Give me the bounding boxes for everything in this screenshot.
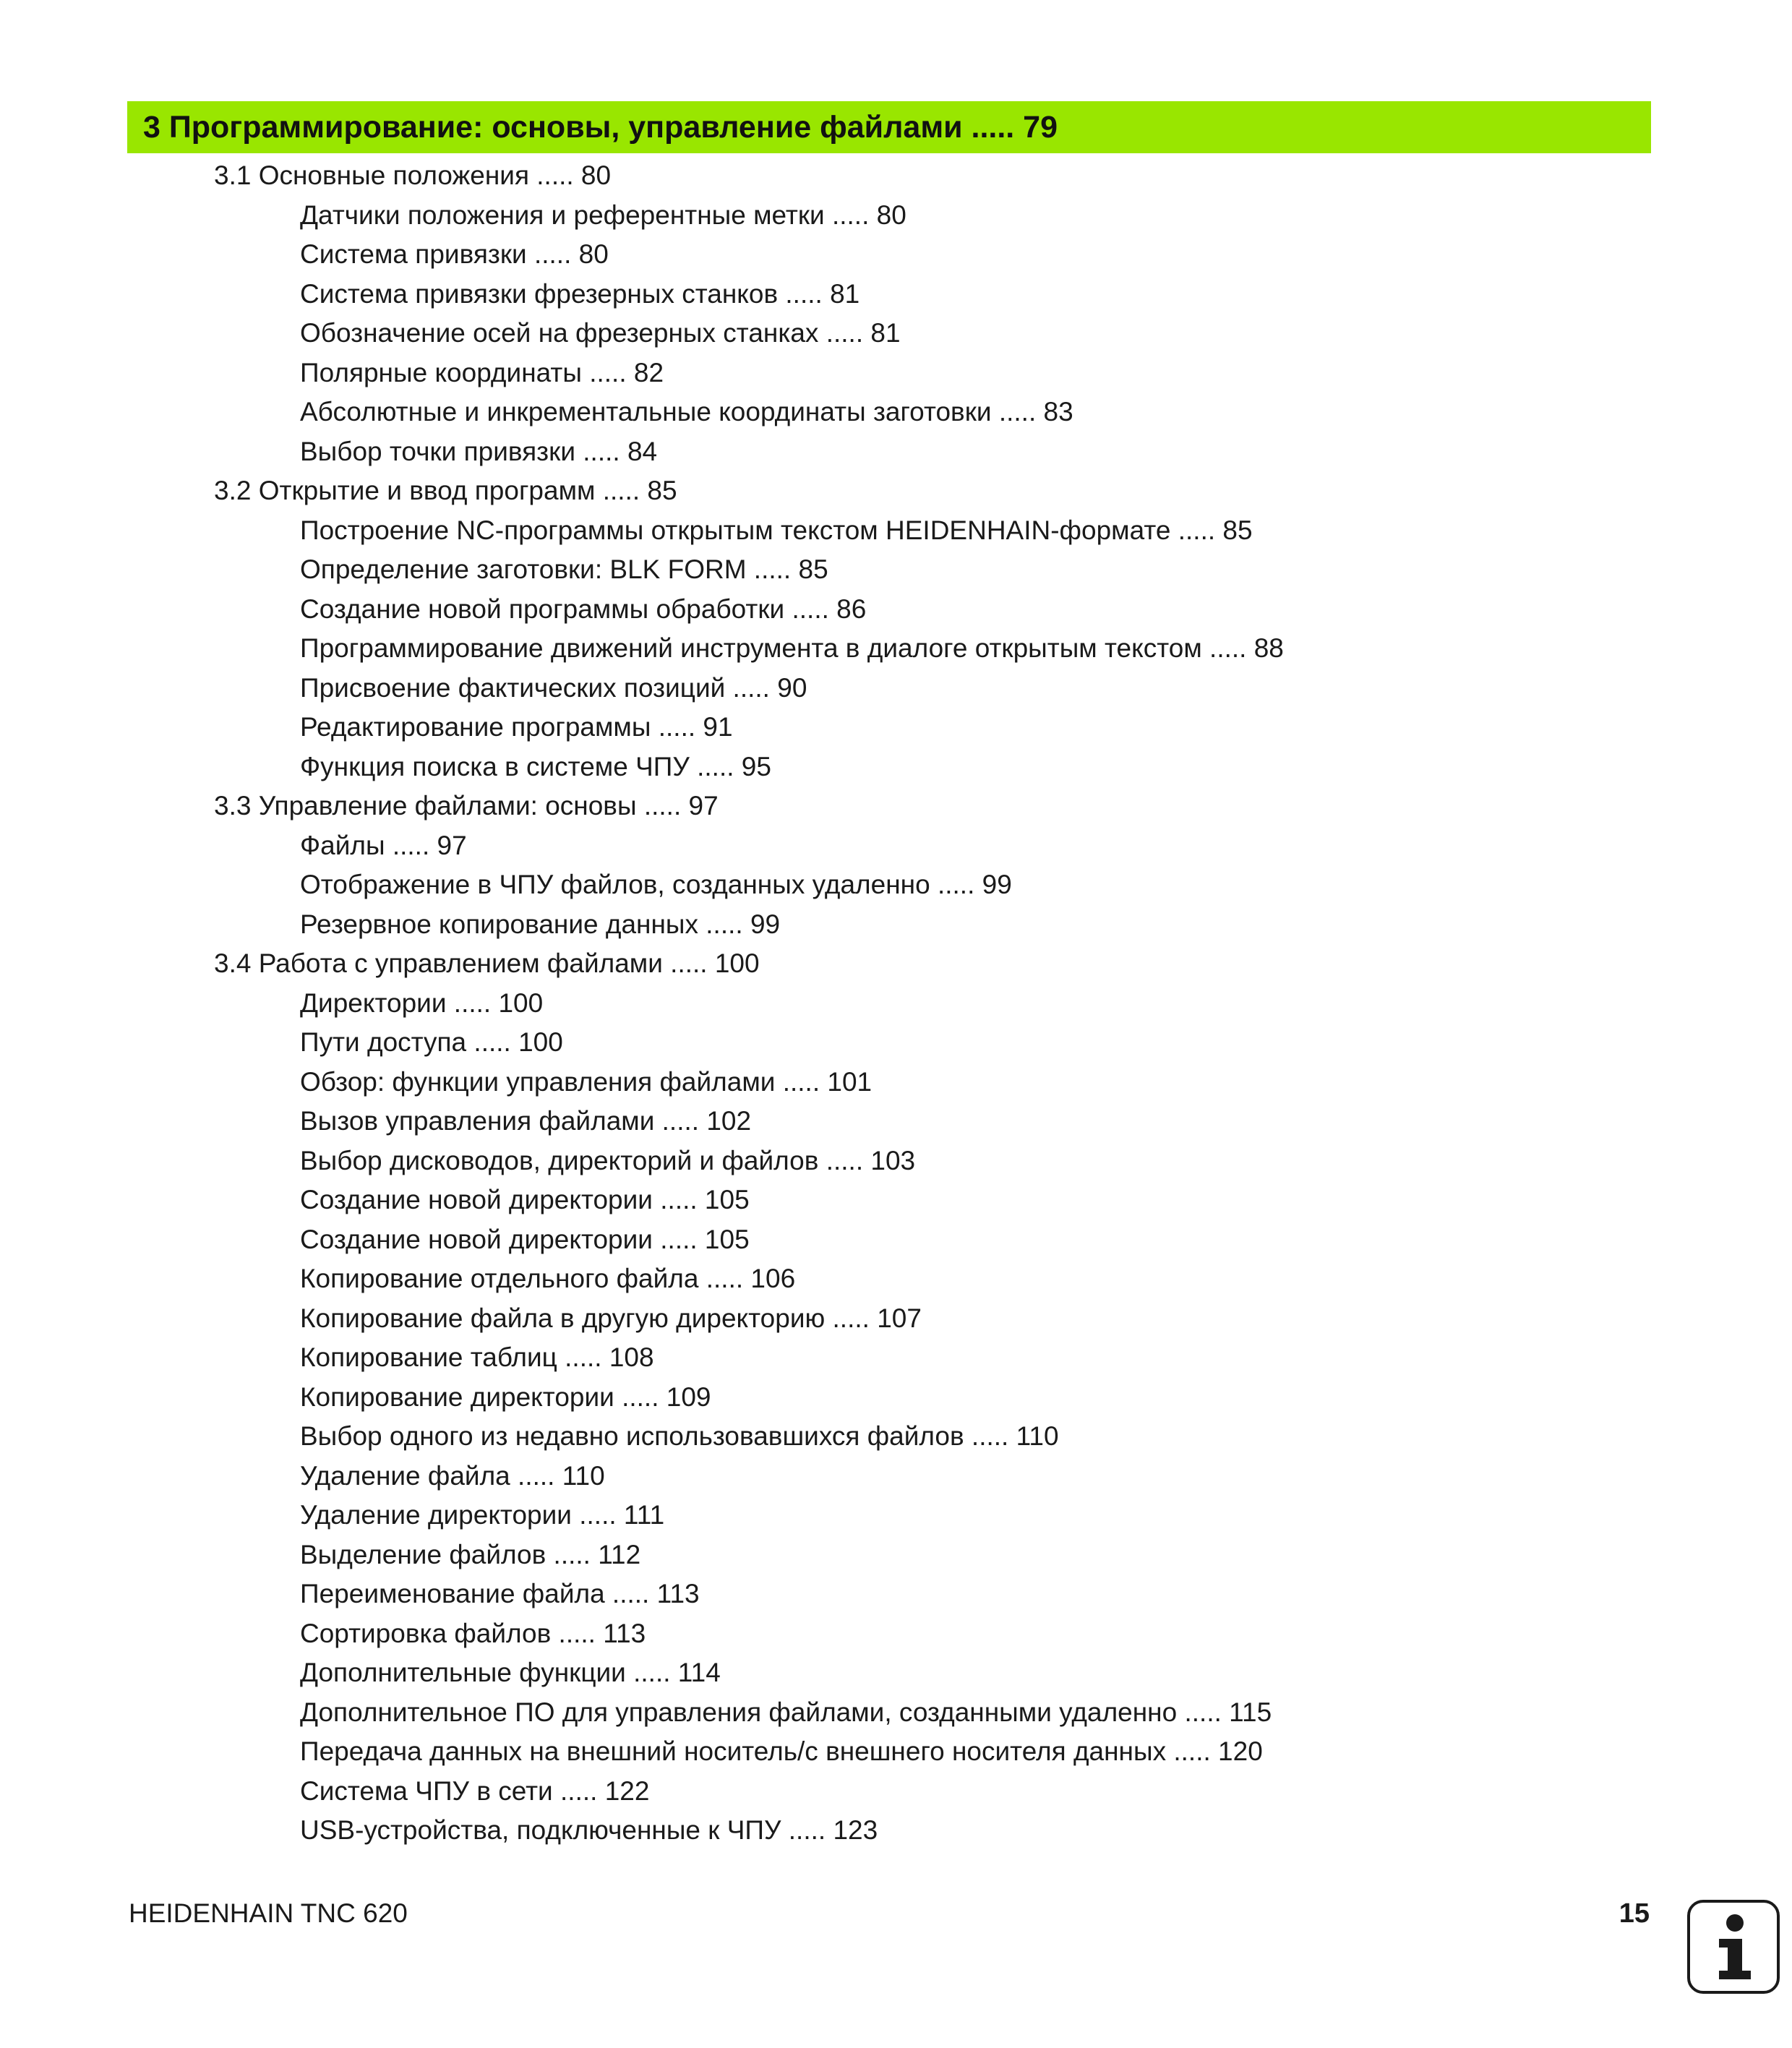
toc-subsection-entry[interactable]: Копирование отдельного файла ..... 106 bbox=[300, 1264, 796, 1293]
table-of-contents bbox=[0, 156, 1792, 1851]
toc-subsection-entry[interactable]: Полярные координаты ..... 82 bbox=[300, 357, 664, 387]
toc-subsection-entry[interactable]: Построение NC-программы открытым текстом HEIDENHAIN-формате ..... 85 bbox=[300, 515, 1253, 545]
toc-subsection-entry[interactable]: Датчики положения и референтные метки ..... 80 bbox=[300, 200, 906, 230]
toc-subsection-entry[interactable]: Система привязки фрезерных станков ..... 81 bbox=[300, 278, 860, 309]
toc-subsection-entry[interactable]: Выбор дисководов, директорий и файлов ..... 103 bbox=[300, 1145, 916, 1175]
toc-subsection-entry[interactable]: Создание новой программы обработки ..... 86 bbox=[300, 594, 867, 624]
chapter-title[interactable]: 3 Программирование: основы, управление файлами ..... 79 bbox=[143, 109, 1058, 145]
toc-subsection-entry[interactable]: Отображение в ЧПУ файлов, созданных удаленно ..... 99 bbox=[300, 870, 1012, 899]
toc-section-entry[interactable]: 3.3 Управление файлами: основы ..... 97 bbox=[214, 791, 719, 821]
toc-subsection-entry[interactable]: Выбор одного из недавно использовавшихся файлов ..... 110 bbox=[300, 1421, 1059, 1451]
toc-section-entry[interactable]: 3.4 Работа с управлением файлами ..... 100 bbox=[214, 948, 760, 978]
toc-subsection-entry[interactable]: Редактирование программы ..... 91 bbox=[300, 712, 733, 742]
chapter-header-bar bbox=[127, 101, 1651, 153]
toc-section-entry[interactable]: 3.2 Открытие и ввод программ ..... 85 bbox=[214, 476, 677, 505]
toc-subsection-entry[interactable]: Удаление директории ..... 111 bbox=[300, 1500, 665, 1530]
toc-subsection-entry[interactable]: Удаление файла ..... 110 bbox=[300, 1460, 605, 1491]
toc-subsection-entry[interactable]: Передача данных на внешний носитель/с внешнего носителя данных ..... 120 bbox=[300, 1736, 1263, 1766]
toc-subsection-entry[interactable]: Копирование директории ..... 109 bbox=[300, 1381, 711, 1412]
toc-subsection-entry[interactable]: Файлы ..... 97 bbox=[300, 830, 467, 860]
toc-subsection-entry[interactable]: Копирование таблиц ..... 108 bbox=[300, 1342, 654, 1372]
toc-subsection-entry[interactable]: Система ЧПУ в сети ..... 122 bbox=[300, 1775, 650, 1806]
toc-subsection-entry[interactable]: Выделение файлов ..... 112 bbox=[300, 1539, 641, 1569]
toc-subsection-entry[interactable]: Переименование файла ..... 113 bbox=[300, 1579, 700, 1608]
toc-subsection-entry[interactable]: Копирование файла в другую директорию ..... 107 bbox=[300, 1303, 922, 1333]
toc-subsection-entry[interactable]: Пути доступа ..... 100 bbox=[300, 1027, 563, 1057]
toc-subsection-entry[interactable]: Создание новой директории ..... 105 bbox=[300, 1185, 750, 1214]
toc-subsection-entry[interactable]: Сортировка файлов ..... 113 bbox=[300, 1618, 646, 1648]
toc-subsection-entry[interactable]: Дополнительные функции ..... 114 bbox=[300, 1658, 721, 1687]
toc-subsection-entry[interactable]: Директории ..... 100 bbox=[300, 987, 544, 1018]
toc-section-entry[interactable]: 3.1 Основные положения ..... 80 bbox=[214, 160, 612, 190]
info-icon[interactable] bbox=[1687, 1900, 1780, 1994]
toc-subsection-entry[interactable]: Создание новой директории ..... 105 bbox=[300, 1224, 750, 1254]
toc-subsection-entry[interactable]: Выбор точки привязки ..... 84 bbox=[300, 436, 658, 466]
page-number: 15 bbox=[1619, 1898, 1650, 1929]
toc-subsection-entry[interactable]: Абсолютные и инкрементальные координаты заготовки ..... 83 bbox=[300, 397, 1073, 427]
toc-subsection-entry[interactable]: Присвоение фактических позиций ..... 90 bbox=[300, 672, 807, 703]
toc-subsection-entry[interactable]: USB-устройства, подключенные к ЧПУ ..... 123 bbox=[300, 1815, 878, 1845]
toc-subsection-entry[interactable]: Резервное копирование данных ..... 99 bbox=[300, 909, 781, 939]
toc-subsection-entry[interactable]: Вызов управления файлами ..... 102 bbox=[300, 1106, 752, 1136]
toc-subsection-entry[interactable]: Дополнительное ПО для управления файлами, созданными удаленно ..... 115 bbox=[300, 1697, 1272, 1727]
toc-subsection-entry[interactable]: Определение заготовки: BLK FORM ..... 85 bbox=[300, 554, 828, 584]
toc-subsection-entry[interactable]: Функция поиска в системе ЧПУ ..... 95 bbox=[300, 751, 771, 781]
toc-subsection-entry[interactable]: Обзор: функции управления файлами ..... 101 bbox=[300, 1066, 873, 1097]
toc-subsection-entry[interactable]: Обозначение осей на фрезерных станках ..... 81 bbox=[300, 318, 901, 348]
footer-product-name: HEIDENHAIN TNC 620 bbox=[129, 1898, 408, 1928]
toc-subsection-entry[interactable]: Программирование движений инструмента в диалоге открытым текстом ..... 88 bbox=[300, 633, 1284, 663]
info-glyph bbox=[1690, 1903, 1777, 1991]
toc-subsection-entry[interactable]: Система привязки ..... 80 bbox=[300, 239, 609, 269]
